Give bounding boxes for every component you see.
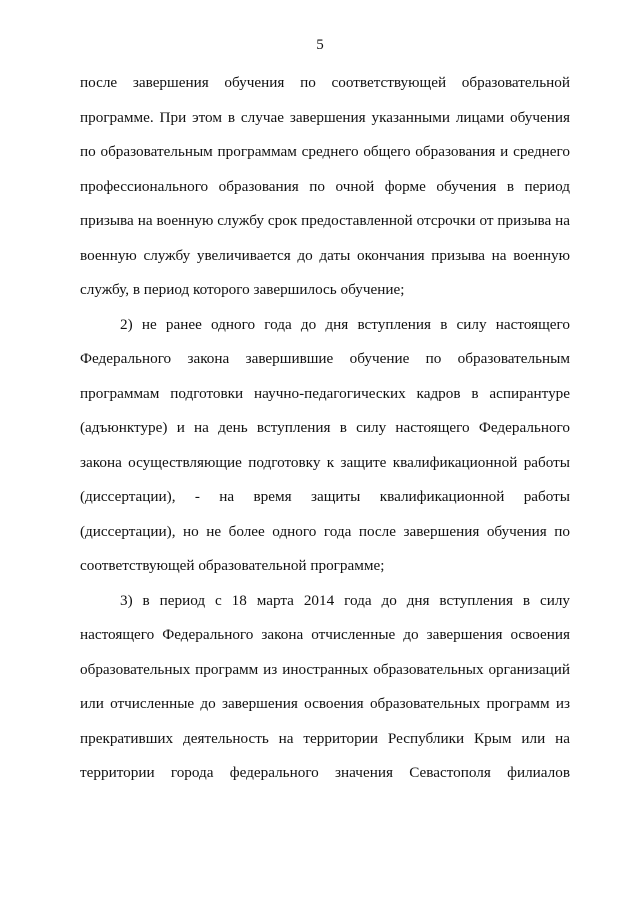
paragraph-continuation: после завершения обучения по соответствующей образовательной программе. При этом в случае завершения указанными лицами обучения по образовательным программам среднего общего образования и среднего профессионального образования по очной форме обучения в период призыва на военную службу срок предоставленной отсрочки от призыва на военную службу увеличивается до даты окончания призыва на военную службу, в период которого завершилось обучение; <box>80 74 570 298</box>
document-body <box>80 66 570 791</box>
paragraph-item-3: 3) в период с 18 марта 2014 года до дня вступления в силу настоящего Федерального закона отчисленные до завершения освоения образовательных программ из иностранных образовательных организаций или отчисленные до завершения освоения образовательных программ из прекративших деятельность на территории Республики Крым или на территории города федерального значения Севастополя филиалов <box>80 591 570 781</box>
paragraph-item-2: 2) не ранее одного года до дня вступления в силу настоящего Федерального закона завершившие обучение по образовательным программам подготовки научно-педагогических кадров в аспирантуре (адъюнктуре) и на день вступления в силу настоящего Федерального закона осуществляющие подготовку к защите квалификационной работы (диссертации), - на время защиты квалификационной работы (диссертации), но не более одного года после завершения обучения по соответствующей образовательной программе; <box>80 315 570 574</box>
page-number: 5 <box>316 37 324 53</box>
